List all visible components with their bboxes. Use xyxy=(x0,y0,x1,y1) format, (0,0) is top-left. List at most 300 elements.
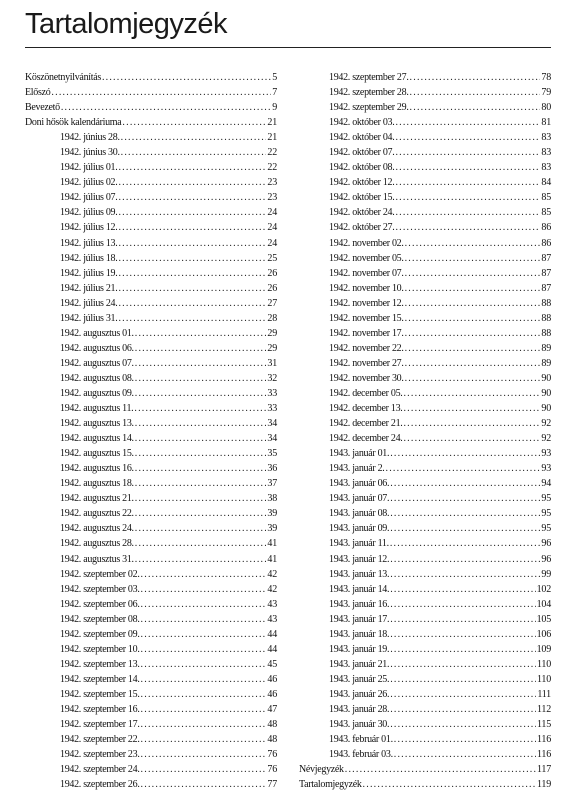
toc-entry-page-number: 29 xyxy=(267,342,277,354)
toc-entry-label: 1943. január 28. xyxy=(329,703,390,715)
toc-leader-dots xyxy=(390,702,536,717)
toc-leader-dots xyxy=(403,431,540,446)
toc-entry-page-number: 104 xyxy=(536,598,551,610)
toc-leader-dots xyxy=(395,145,540,160)
toc-entry-label: 1942. szeptember 29. xyxy=(329,102,409,114)
toc-leader-dots xyxy=(403,401,540,416)
toc-entry[interactable] xyxy=(25,461,277,476)
toc-leader-dots xyxy=(135,371,267,386)
toc-entry[interactable] xyxy=(299,70,551,85)
toc-entry[interactable] xyxy=(25,130,277,145)
toc-entry-page-number: 93 xyxy=(541,463,551,475)
toc-entry[interactable] xyxy=(25,552,277,567)
toc-entry[interactable] xyxy=(25,85,277,100)
toc-entry-page-number: 21 xyxy=(267,117,277,129)
toc-entry-label: 1943. január 2. xyxy=(329,463,385,475)
toc-leader-dots xyxy=(410,70,541,85)
toc-entry[interactable] xyxy=(299,85,551,100)
toc-entry[interactable] xyxy=(299,145,551,160)
toc-entry[interactable] xyxy=(299,281,551,296)
toc-entry[interactable] xyxy=(299,461,551,476)
toc-leader-dots xyxy=(141,717,267,732)
toc-entry[interactable] xyxy=(299,431,551,446)
toc-entry-page-number: 31 xyxy=(267,357,277,369)
toc-entry-label: 1942. augusztus 08. xyxy=(60,372,134,384)
toc-entry-page-number: 41 xyxy=(267,553,277,565)
toc-entry[interactable] xyxy=(299,371,551,386)
toc-entry[interactable] xyxy=(25,115,277,130)
toc-entry-page-number: 23 xyxy=(267,177,277,189)
toc-entry-label: 1942. augusztus 13. xyxy=(60,418,134,430)
toc-entry-label: 1942. november 22. xyxy=(329,342,404,354)
toc-entry-label: 1942. október 24. xyxy=(329,207,395,219)
toc-leader-dots xyxy=(403,416,540,431)
toc-entry[interactable] xyxy=(299,160,551,175)
toc-leader-dots xyxy=(118,205,266,220)
toc-leader-dots xyxy=(390,552,540,567)
toc-leader-dots xyxy=(121,145,267,160)
toc-entry-page-number: 90 xyxy=(541,387,551,399)
toc-entry[interactable] xyxy=(299,747,551,762)
toc-entry-label: 1942. október 08. xyxy=(329,162,395,174)
toc-leader-dots xyxy=(405,311,541,326)
toc-entry-label: 1942. augusztus 31. xyxy=(60,553,134,565)
toc-entry[interactable] xyxy=(25,672,277,687)
toc-leader-dots xyxy=(134,401,266,416)
toc-entry[interactable] xyxy=(299,597,551,612)
toc-leader-dots xyxy=(118,236,266,251)
toc-leader-dots xyxy=(118,160,266,175)
toc-entry[interactable] xyxy=(299,672,551,687)
toc-leader-dots xyxy=(135,476,267,491)
toc-left-column xyxy=(25,70,277,792)
toc-entry[interactable] xyxy=(299,627,551,642)
toc-entry-label: 1942. december 21. xyxy=(329,418,403,430)
toc-entry[interactable] xyxy=(25,341,277,356)
toc-entry[interactable] xyxy=(299,612,551,627)
toc-entry[interactable] xyxy=(299,777,551,792)
toc-entry-label: 1942. november 27. xyxy=(329,357,404,369)
toc-entry-label: 1942. augusztus 21. xyxy=(60,493,134,505)
toc-entry-label: 1942. szeptember 22. xyxy=(60,734,140,746)
toc-entry[interactable] xyxy=(299,642,551,657)
toc-leader-dots xyxy=(135,521,267,536)
toc-entry-label: 1943. január 06. xyxy=(329,478,390,490)
toc-entry-label: 1942. augusztus 22. xyxy=(60,508,134,520)
toc-entry[interactable] xyxy=(299,657,551,672)
toc-entry[interactable] xyxy=(25,612,277,627)
toc-entry-page-number: 33 xyxy=(267,387,277,399)
toc-entry[interactable] xyxy=(299,476,551,491)
toc-entry[interactable] xyxy=(25,145,277,160)
toc-entry[interactable] xyxy=(299,311,551,326)
toc-entry-label: 1942. november 12. xyxy=(329,297,404,309)
toc-entry[interactable] xyxy=(299,356,551,371)
toc-entry[interactable] xyxy=(299,582,551,597)
toc-entry[interactable] xyxy=(25,326,277,341)
toc-entry-page-number: 87 xyxy=(541,252,551,264)
toc-entry-page-number: 22 xyxy=(267,147,277,159)
toc-leader-dots xyxy=(51,85,271,100)
toc-entry-page-number: 85 xyxy=(541,192,551,204)
toc-entry[interactable] xyxy=(25,567,277,582)
toc-entry[interactable] xyxy=(299,416,551,431)
toc-entry[interactable] xyxy=(25,762,277,777)
toc-entry[interactable] xyxy=(299,386,551,401)
toc-entry-page-number: 95 xyxy=(541,508,551,520)
toc-entry-page-number: 24 xyxy=(267,237,277,249)
toc-entry-page-number: 76 xyxy=(267,764,277,776)
toc-leader-dots xyxy=(135,341,267,356)
toc-entry-label: 1943. január 13. xyxy=(329,568,390,580)
toc-entry[interactable] xyxy=(25,296,277,311)
toc-leader-dots xyxy=(395,160,540,175)
toc-entry-label: 1942. június 28. xyxy=(60,132,120,144)
toc-entry[interactable] xyxy=(299,251,551,266)
toc-entry-label: 1943. február 03. xyxy=(329,749,393,761)
toc-leader-dots xyxy=(141,732,267,747)
toc-entry[interactable] xyxy=(25,642,277,657)
toc-entry-label: Doni hősök kalendáriuma xyxy=(25,117,122,129)
toc-entry-label: 1942. szeptember 13. xyxy=(60,658,140,670)
toc-entry-page-number: 26 xyxy=(267,282,277,294)
toc-entry-page-number: 84 xyxy=(541,177,551,189)
toc-entry[interactable] xyxy=(25,100,277,115)
toc-entry-page-number: 46 xyxy=(267,688,277,700)
toc-entry-label: 1942. november 10. xyxy=(329,282,404,294)
toc-entry-page-number: 23 xyxy=(267,192,277,204)
toc-entry-page-number: 27 xyxy=(267,297,277,309)
toc-entry-label: 1943. január 09. xyxy=(329,523,390,535)
toc-entry-page-number: 39 xyxy=(267,523,277,535)
toc-entry[interactable] xyxy=(299,762,551,777)
toc-leader-dots xyxy=(141,612,267,627)
toc-leader-dots xyxy=(390,597,535,612)
toc-entry-page-number: 39 xyxy=(267,508,277,520)
toc-entry[interactable] xyxy=(299,205,551,220)
toc-entry-page-number: 88 xyxy=(541,327,551,339)
toc-leader-dots xyxy=(135,446,267,461)
toc-leader-dots xyxy=(141,657,267,672)
toc-entry-label: 1942. augusztus 16. xyxy=(60,463,134,475)
toc-entry-label: 1942. október 27. xyxy=(329,222,395,234)
toc-entry-page-number: 37 xyxy=(267,478,277,490)
page-title: Tartalomjegyzék xyxy=(25,8,228,40)
toc-right-column xyxy=(299,70,551,792)
toc-leader-dots xyxy=(118,175,266,190)
toc-leader-dots xyxy=(141,762,267,777)
toc-leader-dots xyxy=(135,506,267,521)
toc-leader-dots xyxy=(395,205,540,220)
toc-entry[interactable] xyxy=(25,446,277,461)
toc-entry[interactable] xyxy=(25,506,277,521)
toc-entry[interactable] xyxy=(299,220,551,235)
toc-entry[interactable] xyxy=(25,582,277,597)
toc-entry-page-number: 34 xyxy=(267,433,277,445)
toc-entry-label: 1942. szeptember 14. xyxy=(60,673,140,685)
toc-leader-dots xyxy=(390,476,540,491)
toc-leader-dots xyxy=(141,672,267,687)
toc-entry[interactable] xyxy=(299,190,551,205)
toc-leader-dots xyxy=(395,175,540,190)
toc-leader-dots xyxy=(141,597,267,612)
toc-entry-page-number: 79 xyxy=(541,87,551,99)
toc-leader-dots xyxy=(102,70,271,85)
toc-entry-label: 1943. január 07. xyxy=(329,493,390,505)
toc-entry-page-number: 44 xyxy=(267,628,277,640)
toc-entry-page-number: 36 xyxy=(267,463,277,475)
toc-entry-page-number: 46 xyxy=(267,673,277,685)
toc-entry-label: 1942. július 02. xyxy=(60,177,118,189)
toc-leader-dots xyxy=(141,642,267,657)
toc-entry[interactable] xyxy=(25,476,277,491)
toc-entry[interactable] xyxy=(299,115,551,130)
toc-leader-dots xyxy=(390,687,536,702)
toc-entry[interactable] xyxy=(25,220,277,235)
toc-entry[interactable] xyxy=(299,236,551,251)
toc-entry[interactable] xyxy=(25,175,277,190)
toc-entry-page-number: 83 xyxy=(541,162,551,174)
toc-entry-page-number: 48 xyxy=(267,719,277,731)
toc-entry-page-number: 112 xyxy=(536,703,551,715)
toc-entry[interactable] xyxy=(25,732,277,747)
toc-entry[interactable] xyxy=(299,446,551,461)
toc-entry[interactable] xyxy=(299,717,551,732)
toc-entry-page-number: 85 xyxy=(541,207,551,219)
toc-entry-page-number: 43 xyxy=(267,613,277,625)
toc-leader-dots xyxy=(118,251,266,266)
toc-entry[interactable] xyxy=(25,205,277,220)
toc-leader-dots xyxy=(395,220,540,235)
toc-entry-label: 1942. szeptember 23. xyxy=(60,749,140,761)
toc-entry-page-number: 90 xyxy=(541,403,551,415)
toc-leader-dots xyxy=(141,627,267,642)
toc-entry-label: 1942. július 13. xyxy=(60,237,118,249)
toc-entry[interactable] xyxy=(299,702,551,717)
toc-leader-dots xyxy=(390,717,536,732)
toc-entry-label: 1943. január 08. xyxy=(329,508,390,520)
toc-entry-label: 1942. július 01. xyxy=(60,162,118,174)
toc-leader-dots xyxy=(135,386,267,401)
toc-entry-page-number: 24 xyxy=(267,222,277,234)
toc-entry-page-number: 77 xyxy=(267,779,277,791)
toc-entry[interactable] xyxy=(25,536,277,551)
toc-entry-label: 1942. szeptember 09. xyxy=(60,628,140,640)
toc-leader-dots xyxy=(405,266,541,281)
toc-entry[interactable] xyxy=(25,627,277,642)
toc-leader-dots xyxy=(390,521,540,536)
toc-entry-page-number: 105 xyxy=(536,613,551,625)
toc-entry-label: 1942. november 15. xyxy=(329,312,404,324)
toc-entry[interactable] xyxy=(25,657,277,672)
toc-leader-dots xyxy=(135,356,267,371)
toc-entry-label: Tartalomjegyzék xyxy=(299,779,362,791)
toc-entry[interactable] xyxy=(25,777,277,792)
toc-entry-label: 1942. augusztus 11. xyxy=(60,403,134,415)
toc-entry-label: 1942. szeptember 28. xyxy=(329,87,409,99)
toc-entry-label: 1942. szeptember 10. xyxy=(60,643,140,655)
toc-entry-label: 1942. november 30. xyxy=(329,372,404,384)
toc-entry-page-number: 87 xyxy=(541,282,551,294)
toc-entry-label: 1943. január 14. xyxy=(329,583,390,595)
toc-entry-page-number: 110 xyxy=(536,673,551,685)
toc-entry[interactable] xyxy=(25,747,277,762)
toc-entry-page-number: 110 xyxy=(536,658,551,670)
toc-entry-page-number: 92 xyxy=(541,418,551,430)
toc-entry-page-number: 45 xyxy=(267,658,277,670)
toc-entry[interactable] xyxy=(25,311,277,326)
toc-entry-label: Köszönetnyilvánítás xyxy=(25,72,101,83)
toc-entry-page-number: 83 xyxy=(541,132,551,144)
toc-leader-dots xyxy=(405,296,541,311)
toc-entry[interactable] xyxy=(299,552,551,567)
toc-entry[interactable] xyxy=(25,702,277,717)
toc-entry-page-number: 94 xyxy=(541,478,551,490)
toc-leader-dots xyxy=(118,311,266,326)
toc-entry-page-number: 33 xyxy=(267,403,277,415)
toc-entry[interactable] xyxy=(299,521,551,536)
toc-entry-page-number: 80 xyxy=(541,102,551,114)
toc-entry-label: 1942. december 13. xyxy=(329,403,403,415)
toc-entry[interactable] xyxy=(25,251,277,266)
toc-entry-label: 1942. augusztus 01. xyxy=(60,327,134,339)
toc-leader-dots xyxy=(403,386,540,401)
toc-entry[interactable] xyxy=(299,266,551,281)
toc-leader-dots xyxy=(118,281,266,296)
toc-leader-dots xyxy=(135,536,267,551)
toc-entry-page-number: 109 xyxy=(536,643,551,655)
toc-leader-dots xyxy=(395,115,540,130)
toc-entry[interactable] xyxy=(25,597,277,612)
toc-entry[interactable] xyxy=(299,175,551,190)
toc-entry-page-number: 106 xyxy=(536,628,551,640)
toc-leader-dots xyxy=(390,672,536,687)
toc-leader-dots xyxy=(390,491,540,506)
toc-entry-label: 1943. január 12. xyxy=(329,553,390,565)
toc-entry-label: 1942. szeptember 24. xyxy=(60,764,140,776)
toc-entry-page-number: 102 xyxy=(536,583,551,595)
toc-leader-dots xyxy=(405,356,541,371)
toc-leader-dots xyxy=(390,536,541,551)
toc-entry-page-number: 29 xyxy=(267,327,277,339)
toc-entry[interactable] xyxy=(299,536,551,551)
toc-leader-dots xyxy=(121,130,267,145)
toc-entry[interactable] xyxy=(299,130,551,145)
toc-entry-page-number: 76 xyxy=(267,749,277,761)
toc-leader-dots xyxy=(395,130,540,145)
toc-entry[interactable] xyxy=(299,687,551,702)
toc-entry[interactable] xyxy=(299,567,551,582)
toc-entry[interactable] xyxy=(25,190,277,205)
toc-entry-page-number: 38 xyxy=(267,493,277,505)
toc-entry-page-number: 119 xyxy=(536,779,551,791)
toc-entry-page-number: 89 xyxy=(541,342,551,354)
toc-entry[interactable] xyxy=(25,717,277,732)
toc-entry[interactable] xyxy=(299,491,551,506)
toc-entry-label: 1942. október 15. xyxy=(329,192,395,204)
toc-entry-label: 1942. szeptember 06. xyxy=(60,598,140,610)
toc-entry[interactable] xyxy=(25,160,277,175)
toc-entry[interactable] xyxy=(299,401,551,416)
toc-entry-page-number: 28 xyxy=(267,312,277,324)
toc-entry-label: 1942. augusztus 18. xyxy=(60,478,134,490)
toc-entry[interactable] xyxy=(299,341,551,356)
toc-leader-dots xyxy=(363,777,536,792)
toc-leader-dots xyxy=(141,567,267,582)
toc-entry[interactable] xyxy=(299,506,551,521)
toc-leader-dots xyxy=(135,326,267,341)
toc-entry-label: 1942. augusztus 09. xyxy=(60,387,134,399)
toc-entry-label: 1942. szeptember 08. xyxy=(60,613,140,625)
toc-entry-page-number: 47 xyxy=(267,703,277,715)
toc-leader-dots xyxy=(135,491,267,506)
toc-entry-label: 1942. október 03. xyxy=(329,117,395,129)
toc-leader-dots xyxy=(390,642,535,657)
toc-entry-label: 1942. szeptember 15. xyxy=(60,688,140,700)
toc-entry-page-number: 99 xyxy=(541,568,551,580)
toc-entry[interactable] xyxy=(25,371,277,386)
toc-entry-page-number: 95 xyxy=(541,493,551,505)
toc-leader-dots xyxy=(135,431,267,446)
toc-entry-label: 1942. november 05. xyxy=(329,252,404,264)
toc-entry-page-number: 21 xyxy=(267,132,277,144)
toc-entry-label: 1942. október 04. xyxy=(329,132,395,144)
toc-entry[interactable] xyxy=(299,100,551,115)
toc-entry-page-number: 115 xyxy=(536,719,551,731)
toc-entry-label: 1942. november 07. xyxy=(329,267,404,279)
toc-entry-label: 1942. szeptember 16. xyxy=(60,703,140,715)
toc-entry[interactable] xyxy=(25,431,277,446)
toc-entry-page-number: 48 xyxy=(267,734,277,746)
toc-entry[interactable] xyxy=(25,70,277,85)
toc-entry-page-number: 24 xyxy=(267,207,277,219)
toc-entry[interactable] xyxy=(25,401,277,416)
toc-entry-label: 1942. augusztus 28. xyxy=(60,538,134,550)
toc-entry[interactable] xyxy=(299,732,551,747)
toc-entry[interactable] xyxy=(25,521,277,536)
toc-entry-label: 1942. július 18. xyxy=(60,252,118,264)
toc-entry-label: 1942. augusztus 14. xyxy=(60,433,134,445)
toc-entry[interactable] xyxy=(25,687,277,702)
toc-entry-page-number: 81 xyxy=(541,117,551,129)
toc-entry[interactable] xyxy=(25,356,277,371)
toc-entry-page-number: 95 xyxy=(541,523,551,535)
toc-leader-dots xyxy=(390,446,540,461)
toc-entry-label: 1942. december 24. xyxy=(329,433,403,445)
toc-entry-label: 1942. július 24. xyxy=(60,297,118,309)
toc-entry[interactable] xyxy=(25,236,277,251)
toc-entry-label: Névjegyzék xyxy=(299,764,344,776)
toc-entry[interactable] xyxy=(25,491,277,506)
toc-leader-dots xyxy=(141,747,267,762)
toc-entry[interactable] xyxy=(25,416,277,431)
toc-entry-label: 1942. július 21. xyxy=(60,282,118,294)
toc-entry[interactable] xyxy=(25,386,277,401)
toc-entry-page-number: 116 xyxy=(536,734,551,746)
toc-leader-dots xyxy=(122,115,266,130)
toc-entry[interactable] xyxy=(25,266,277,281)
toc-leader-dots xyxy=(141,582,267,597)
toc-entry[interactable] xyxy=(299,296,551,311)
toc-entry[interactable] xyxy=(299,326,551,341)
toc-entry-label: 1942. szeptember 27. xyxy=(329,72,409,83)
toc-entry-label: 1943. január 11. xyxy=(329,538,389,550)
toc-entry-label: 1943. január 17. xyxy=(329,613,390,625)
toc-leader-dots xyxy=(61,100,271,115)
toc-leader-dots xyxy=(118,296,266,311)
toc-leader-dots xyxy=(410,100,541,115)
toc-entry[interactable] xyxy=(25,281,277,296)
